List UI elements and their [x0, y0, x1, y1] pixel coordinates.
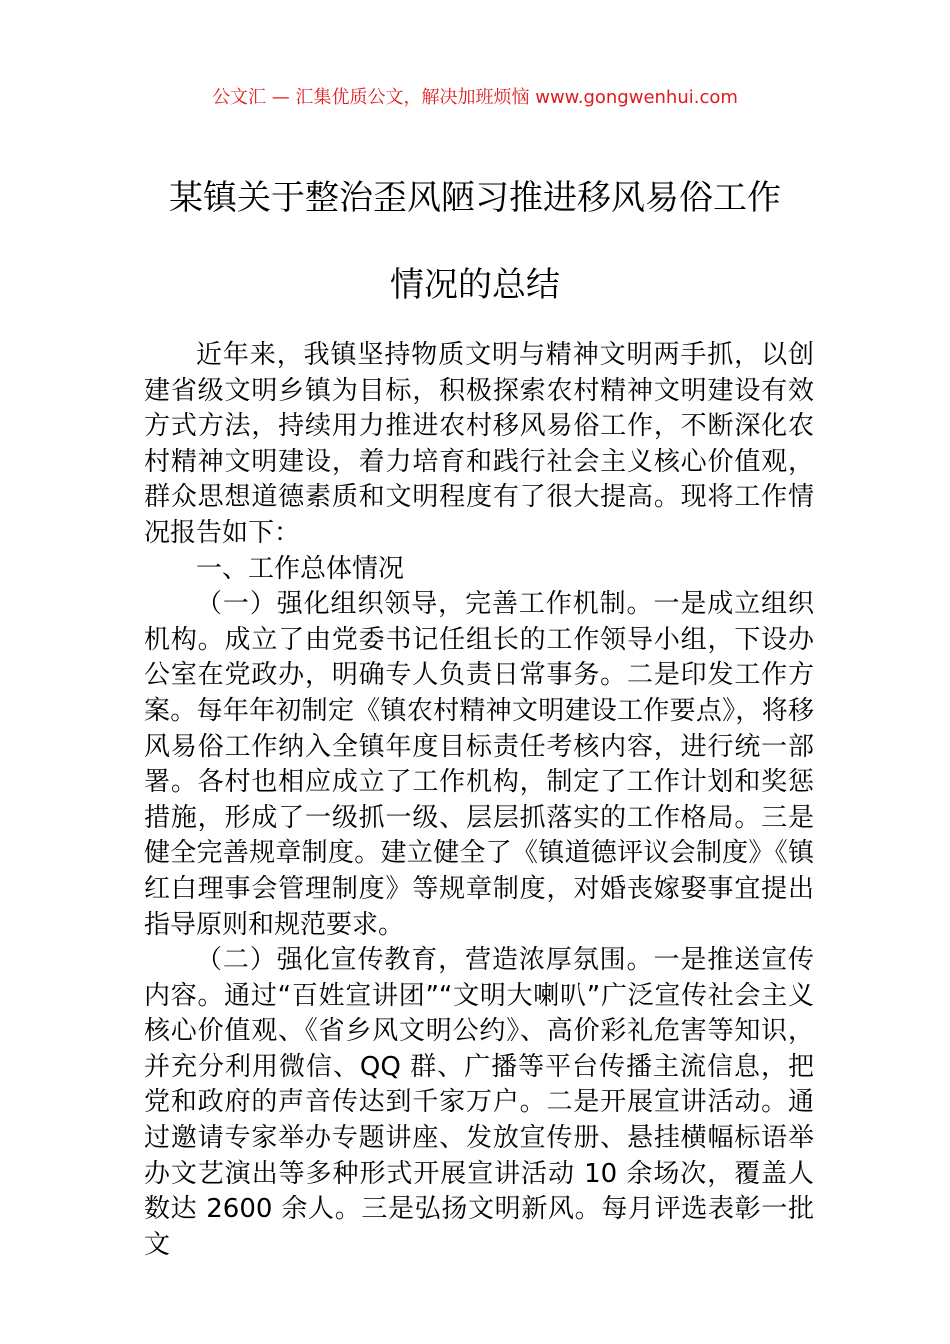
document-title-line-2: 情况的总结	[390, 265, 560, 305]
body-paragraph: （二）强化宣传教育，营造浓厚氛围。一是推送宣传内容。通过“百姓宣讲团”“文明大喇叭”广泛宣传社会主义核心价值观、《省乡风文明公约》、高价彩礼危害等知识，并充分利用微信、QQ 群、广播等平台传播主流信息，把党和政府的声音传达到千家万户。二是开展宣讲活动。通过邀请专家举办专题讲座、发放宣传册、悬挂横幅标语举办文艺演出等多种形式开展宣讲活动 10 余场次，覆盖人数达 2600 余人。三是弘扬文明新风。每月评选表彰一批文	[144, 945, 814, 1260]
document-title-line-1: 某镇关于整治歪风陋习推进移风易俗工作	[169, 178, 781, 218]
body-paragraph: （一）强化组织领导，完善工作机制。一是成立组织机构。成立了由党委书记任组长的工作领导小组，下设办公室在党政办，明确专人负责日常事务。二是印发工作方案。每年年初制定《镇农村精神文明建设工作要点》，将移风易俗工作纳入全镇年度目标责任考核内容，进行统一部署。各村也相应成立了工作机构，制定了工作计划和奖惩措施，形成了一级抓一级、层层抓落实的工作格局。三是健全完善规章制度。建立健全了《镇道德评议会制度》《镇红白理事会管理制度》等规章制度，对婚丧嫁娶事宜提出指导原则和规范要求。	[144, 589, 814, 940]
header-banner: 公文汇 — 汇集优质公文，解决加班烦恼 www.gongwenhui.com	[212, 87, 738, 108]
document-body	[144, 338, 814, 1263]
intro-paragraph: 近年来，我镇坚持物质文明与精神文明两手抓，以创建省级文明乡镇为目标，积极探索农村精神文明建设有效方式方法，持续用力推进农村移风易俗工作，不断深化农村精神文明建设，着力培育和践行社会主义核心价值观，群众思想道德素质和文明程度有了很大提高。现将工作情况报告如下：	[144, 340, 814, 548]
section-heading: 一、工作总体情况	[196, 553, 405, 584]
document-title	[0, 155, 950, 329]
